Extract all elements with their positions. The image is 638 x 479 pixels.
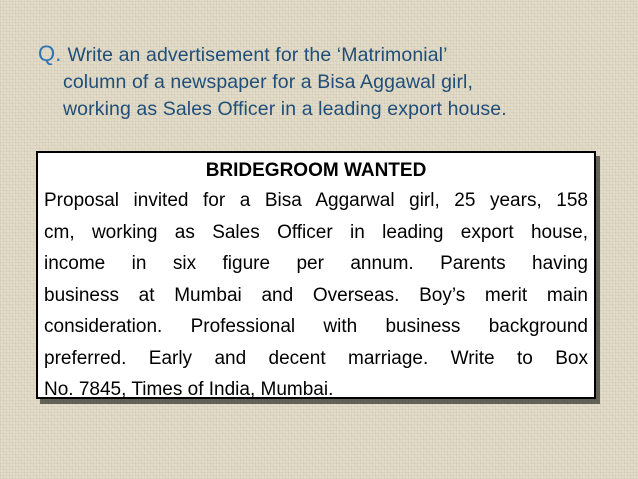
advertisement-line: No. 7845, Times of India, Mumbai. [44, 379, 334, 400]
advertisement-line: cm, working as Sales Officer in leading export house, [44, 221, 588, 243]
question-line-1-text: Write an advertisement for the ‘Matrimonial’ [67, 44, 448, 66]
advertisement-line: business at Mumbai and Overseas. Boy’s merit main [44, 284, 588, 306]
advertisement-line: preferred. Early and decent marriage. Write to Box [44, 347, 588, 369]
question-text [38, 40, 618, 123]
question-line-2: column of a newspaper for a Bisa Aggawal girl, [63, 71, 473, 93]
question-line-1 [38, 40, 618, 69]
advertisement-line: consideration. Professional with business background [44, 316, 588, 337]
advertisement-body [44, 185, 588, 406]
question-prefix: Q. [38, 41, 62, 66]
advertisement-line: Proposal invited for a Bisa Aggarwal girl, 25 years, 158 [44, 190, 588, 211]
question-line-3: working as Sales Officer in a leading export house. [63, 98, 507, 120]
advertisement-title: BRIDEGROOM WANTED [205, 160, 427, 181]
advertisement-box [36, 151, 596, 399]
advertisement-line: income in six figure per annum. Parents having [44, 253, 588, 274]
